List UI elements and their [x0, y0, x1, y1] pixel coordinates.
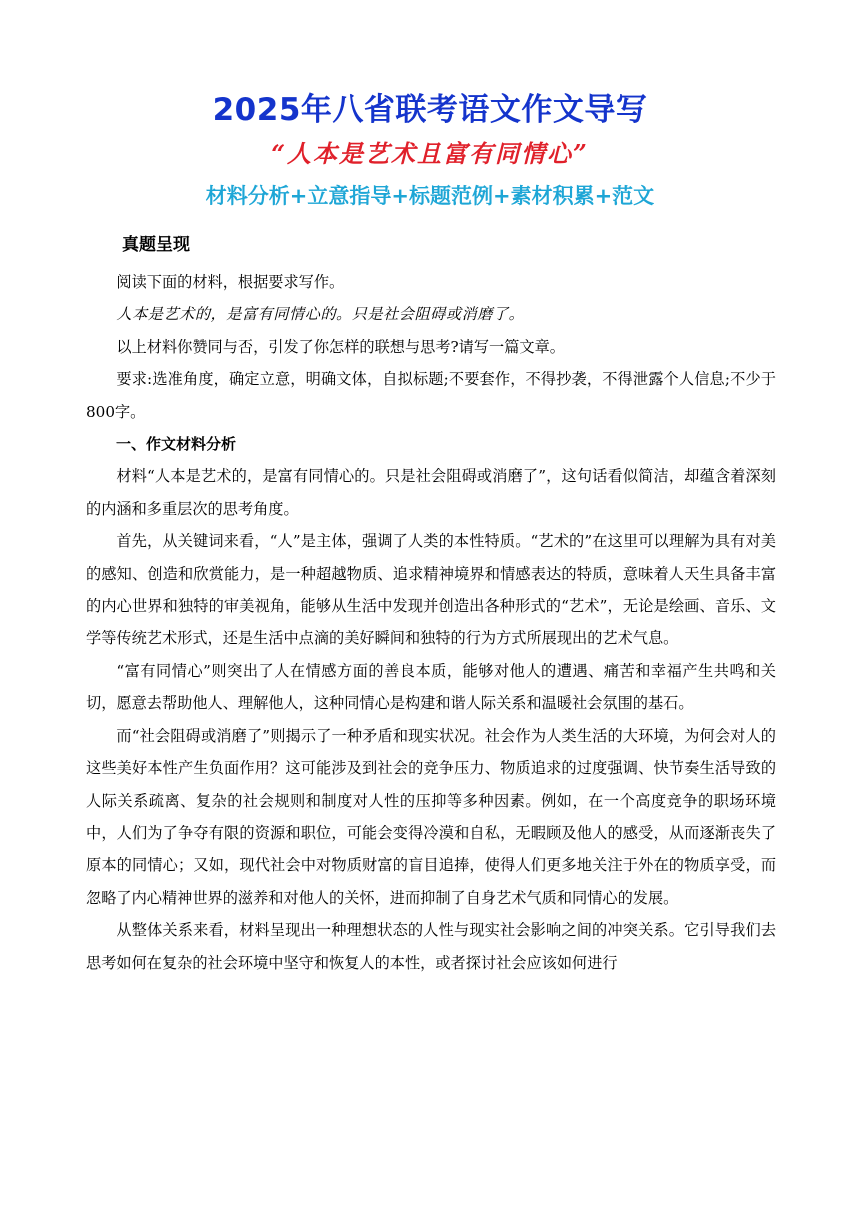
paragraph-society: 而“社会阻碍或消磨了”则揭示了一种矛盾和现实状况。社会作为人类生活的大环境，为何会对人的这些美好本性产生负面作用？这可能涉及到社会的竞争压力、物质追求的过度强调、快节奏生活导致的人际关系疏离、复杂的社会规则和制度对人性的压抑等多种因素。例如，在一个高度竞争的职场环境中，人们为了争夺有限的资源和职位，可能会变得冷漠和自私，无暇顾及他人的感受，从而逐渐丧失了原本的同情心；又如，现代社会中对物质财富的盲目追捧，使得人们更多地关注于外在的物质享受，而忽略了内心精神世界的滋养和对他人的关怀，进而抑制了自身艺术气质和同情心的发展。 — [86, 726, 776, 907]
paragraph-analysis-intro: 材料“人本是艺术的，是富有同情心的。只是社会阻碍或消磨了”，这句话看似简洁，却蕴含着深刻的内涵和多重层次的思考角度。 — [86, 467, 776, 518]
paragraph-keywords: 首先，从关键词来看，“人”是主体，强调了人类的本性特质。“艺术的”在这里可以理解为具有对美的感知、创造和欣赏能力，是一种超越物质、追求精神境界和情感表达的特质，意味着人天生具备丰富的内心世界和独特的审美视角，能够从生活中发现并创造出各种形式的“艺术”，无论是绘画、音乐、文学等传统艺术形式，还是生活中点滴的美好瞬间和独特的行为方式所展现出的艺术气息。 — [86, 532, 776, 648]
paragraph-material-quote: 人本是艺术的，是富有同情心的。只是社会阻碍或消磨了。 — [116, 305, 525, 324]
paragraph-requirements: 要求:选准角度，确定立意，明确文体，自拟标题;不要套作，不得抄袭，不得泄露个人信息;不少于800字。 — [86, 370, 776, 421]
paragraph-overall: 从整体关系来看，材料呈现出一种理想状态的人性与现实社会影响之间的冲突关系。它引导我们去思考如何在复杂的社会环境中坚守和恢复人的本性，或者探讨社会应该如何进行 — [86, 921, 776, 972]
paragraph-compassion: “富有同情心”则突出了人在情感方面的善良本质，能够对他人的遭遇、痛苦和幸福产生共鸣和关切，愿意去帮助他人、理解他人，这种同情心是构建和谐人际关系和温暖社会氛围的基石。 — [86, 661, 776, 713]
document-body — [86, 266, 776, 979]
section-heading-exam-question: 真题呈现 — [122, 235, 190, 255]
paragraph-instruction: 阅读下面的材料，根据要求写作。 — [116, 273, 345, 291]
subheading-material-analysis: 一、作文材料分析 — [116, 435, 237, 454]
document-tagline: 材料分析+立意指导+标题范例+素材积累+范文 — [205, 184, 655, 208]
document-subtitle: “人本是艺术且富有同情心” — [271, 139, 589, 168]
paragraph-question: 以上材料你赞同与否，引发了你怎样的联想与思考?请写一篇文章。 — [116, 337, 565, 356]
document-title: 2025年八省联考语文作文导写 — [212, 92, 648, 128]
